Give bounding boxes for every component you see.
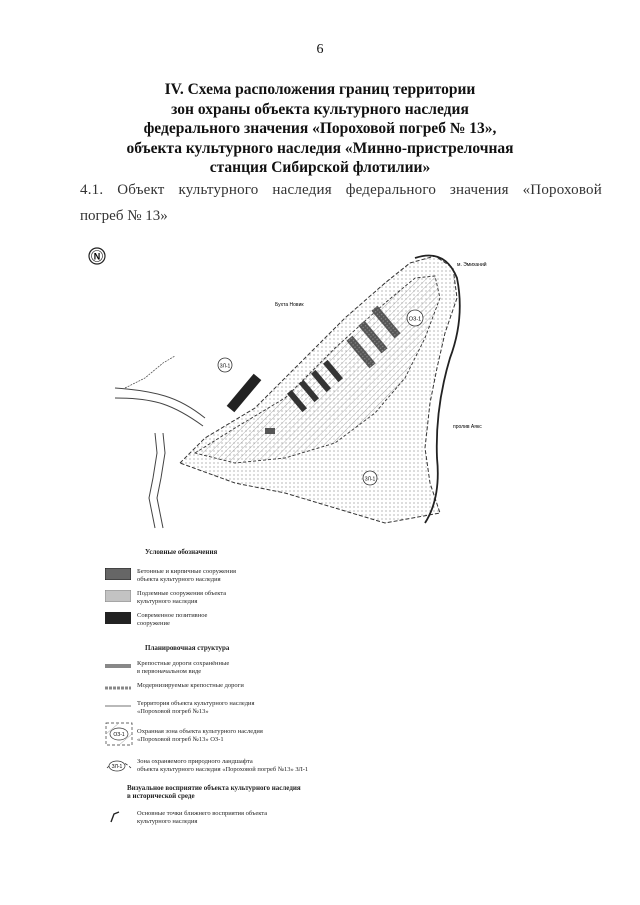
legend-heading: Условные обозначения [145,548,218,556]
roads [115,356,205,528]
zone-marker-zl-2 [363,471,377,485]
historic-road-swatch [105,660,131,672]
modernized-road-swatch [105,682,131,694]
north-label: N [93,251,101,262]
svg-text:ЗЛ-1: ЗЛ-1 [364,476,376,483]
cape-label: м. Эмиханий [457,262,487,268]
legend-subheading: Планировочная структура [145,644,230,652]
svg-text:ЗЛ-1: ЗЛ-1 [111,764,123,770]
svg-text:ОЗ-1: ОЗ-1 [408,316,422,323]
section-title [60,80,580,178]
viewpoint-icon [105,810,131,824]
title-line: объекта культурного наследия «Минно-пристрелочная [126,139,514,157]
title-line: зон охраны объекта культурного наследия [171,100,469,118]
section-heading-line-1: 4.1. Объект культурного наследия федерального значения «Пороховой [80,182,602,198]
concrete-structure-swatch [105,568,131,580]
modern-structure-swatch [105,612,131,624]
title-line: федерального значения «Пороховой погреб № 13», [143,120,497,137]
title-line: станция Сибирской флотилии» [209,159,431,176]
zone-marker-zl [218,358,232,372]
legend-visual-heading: Визуальное восприятие объекта культурного наследия в исторической среде [127,784,301,800]
page-number: 6 [316,42,324,57]
title-line: IV. Схема расположения границ территории [164,81,476,98]
protection-zone-swatch [105,722,133,746]
underground-structure-swatch [105,590,131,602]
section-heading-line-2: погреб № 13» [80,208,168,224]
svg-text:ОЗ-1: ОЗ-1 [113,732,125,738]
svg-text:ЗЛ-1: ЗЛ-1 [219,363,231,370]
north-arrow-icon [89,248,105,264]
zone-marker-oz [407,310,423,326]
bay-label: Бухта Новик [275,302,304,308]
site-territory-swatch [105,700,131,712]
strait-label: пролив Аякс [453,424,482,430]
site-plan-map [85,238,515,538]
landscape-zone-swatch [105,754,133,774]
